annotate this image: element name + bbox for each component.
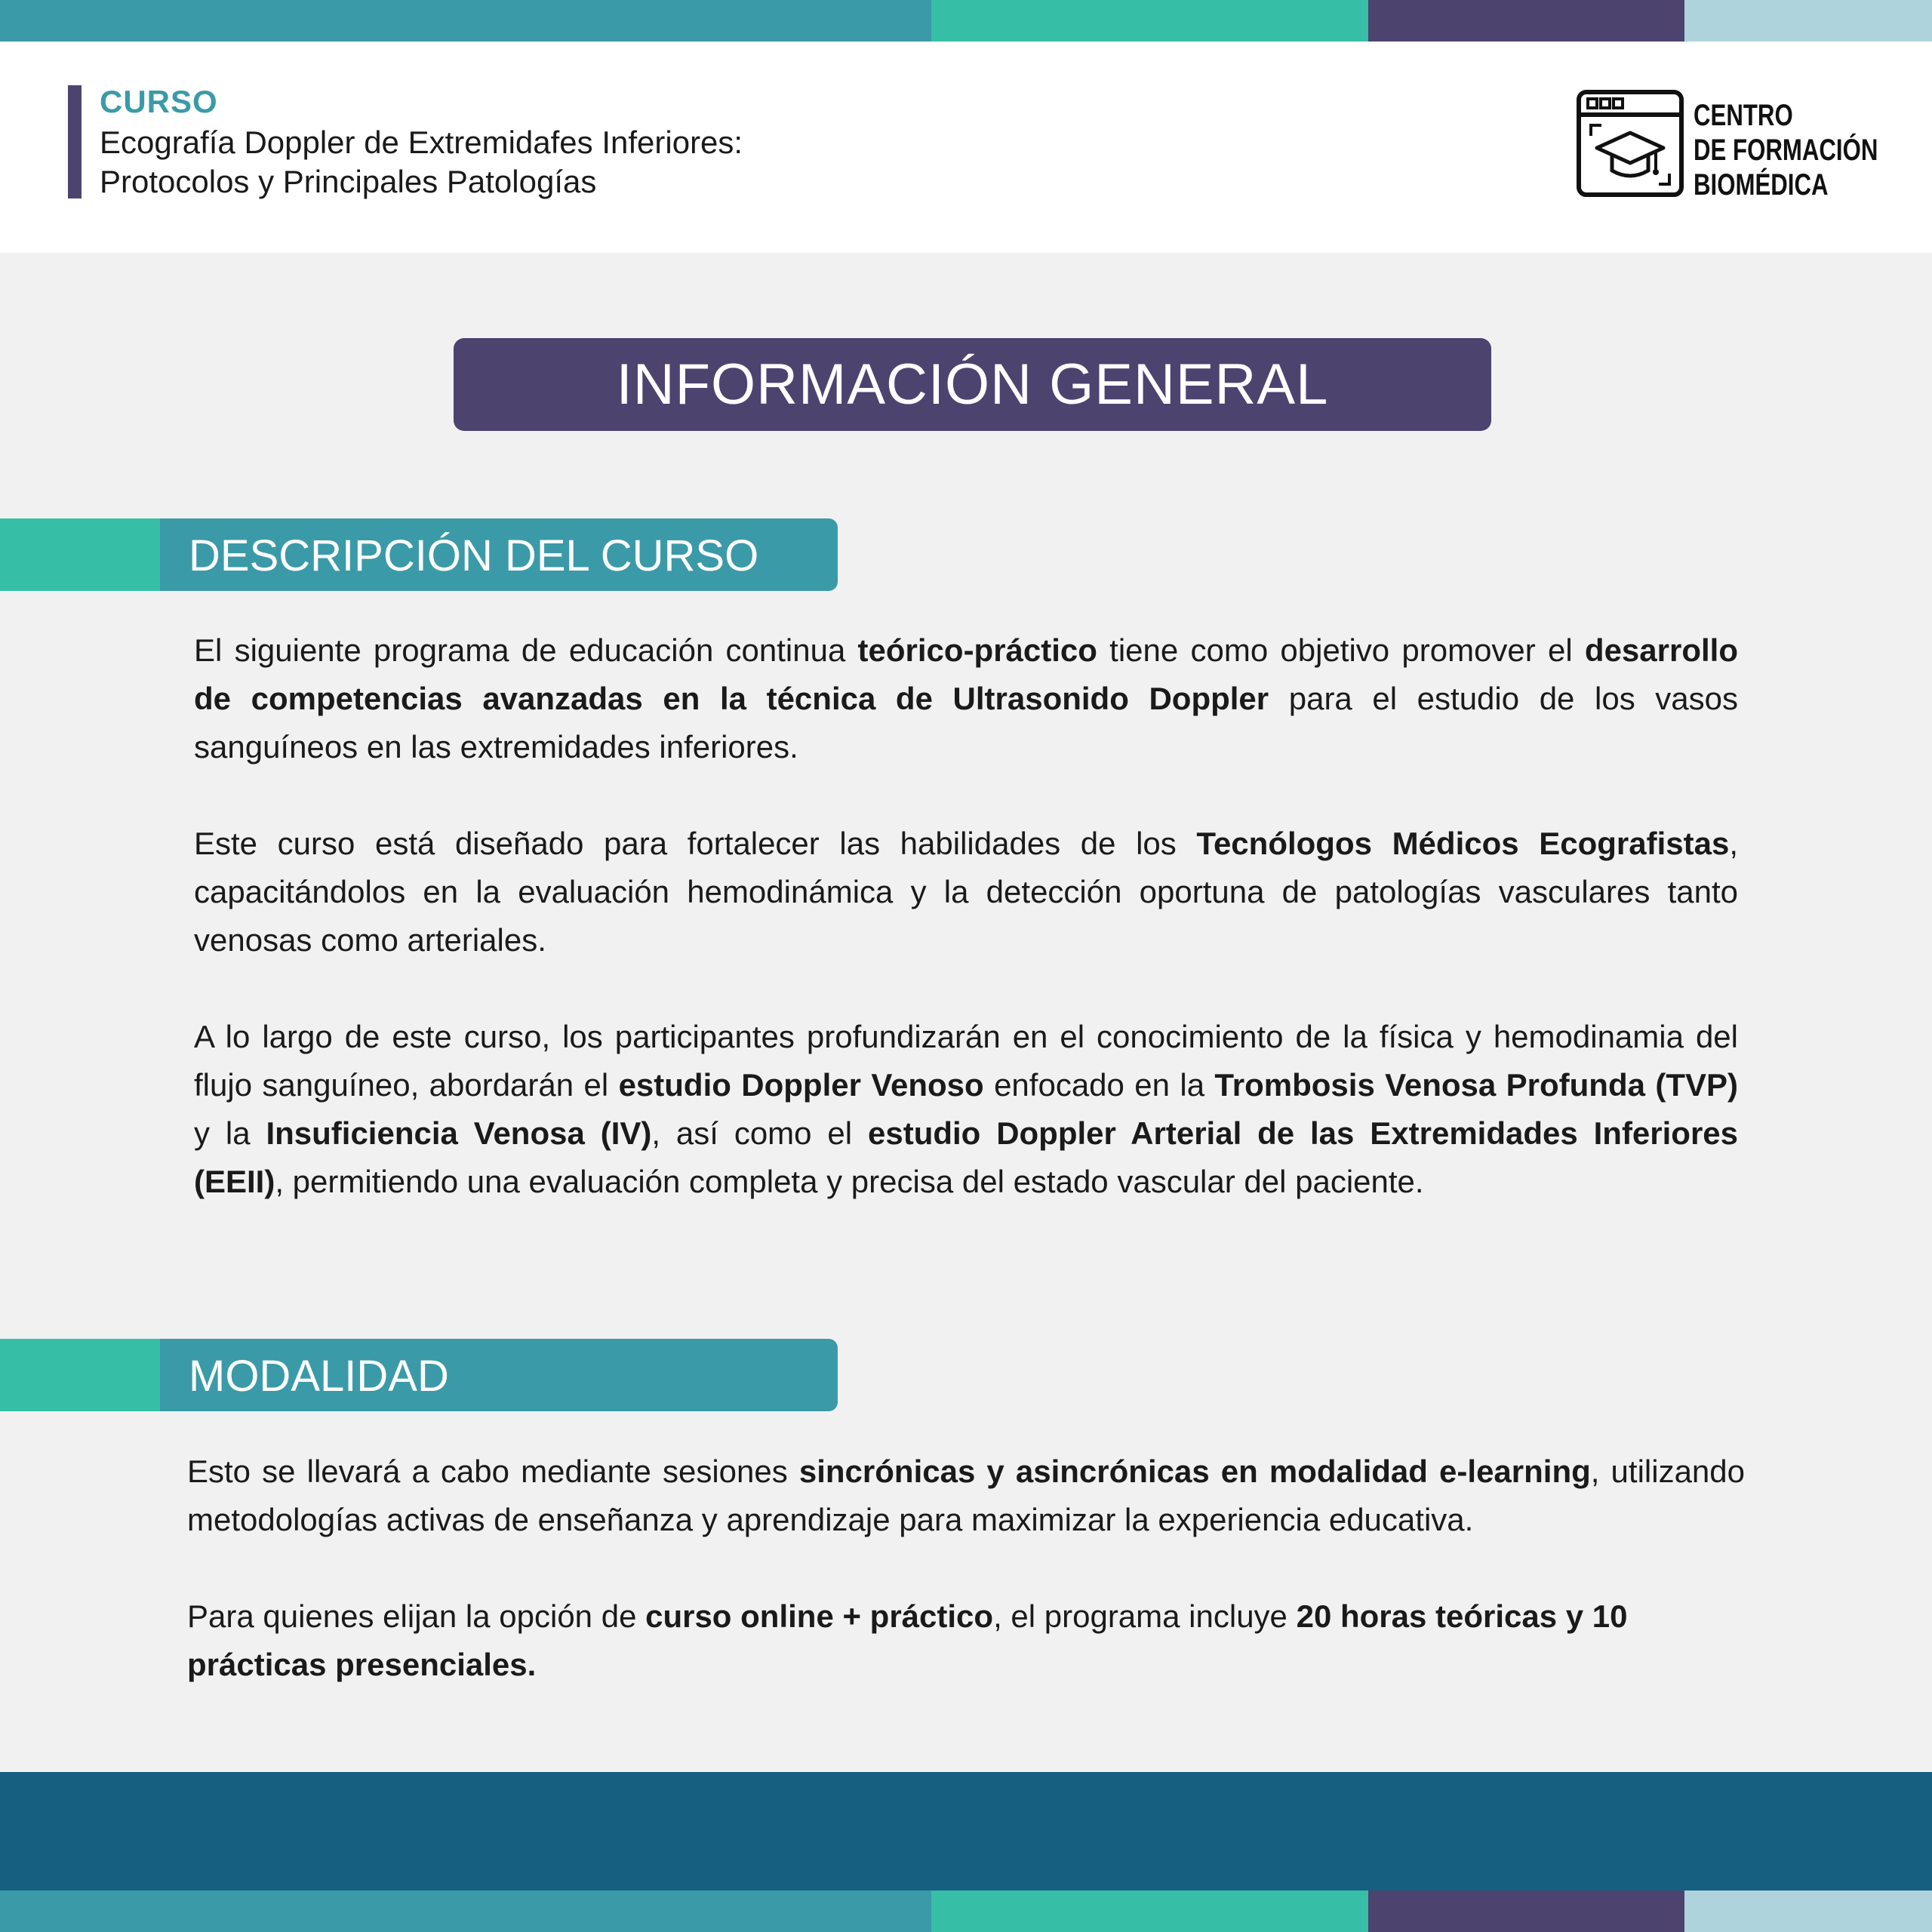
- course-title-line-1: Ecografía Doppler de Extremidafes Inferiores:: [100, 125, 743, 160]
- footer-band: [0, 1772, 1932, 1890]
- bold-run: Tecnólogos Médicos Ecografistas: [1196, 826, 1730, 861]
- logo-line-3: BIOMÉDICA: [1694, 168, 1829, 202]
- graduation-cap-window-icon: [1576, 89, 1684, 198]
- stripe-green: [931, 1890, 1368, 1932]
- section-header-lead-block: [0, 1339, 160, 1411]
- header-accent-bar: [68, 85, 82, 198]
- text-run: , utilizando metodologías activas de enseñanza y aprendizaje para maximizar la experiencia educativa.: [187, 1454, 1745, 1537]
- text-run: para el estudio de los vasos sanguíneos en las extremidades inferiores.: [194, 681, 1738, 764]
- general-info-banner: INFORMACIÓN GENERAL: [454, 338, 1491, 431]
- bold-run: 20 horas teóricas y 10 prácticas presenciales.: [187, 1598, 1628, 1682]
- text-run: Esto se llevará a cabo mediante sesiones: [187, 1454, 799, 1489]
- section-header-body: [160, 1339, 838, 1411]
- stripe-teal: [0, 1890, 931, 1932]
- bold-run: desarrollo de competencias avanzadas en la técnica de Ultrasonido Doppler: [194, 632, 1738, 716]
- stripe-purple: [1368, 0, 1684, 42]
- bold-run: estudio Doppler Venoso: [618, 1067, 984, 1103]
- logo-wordmark: [1694, 98, 1878, 202]
- text-run: y la: [194, 1115, 266, 1151]
- course-title-line-2: Protocolos y Principales Patologías: [100, 164, 597, 199]
- stripe-lightblue: [1684, 1890, 1932, 1932]
- stripe-lightblue: [1684, 0, 1932, 42]
- section-header-modality: [0, 1339, 838, 1411]
- bold-run: teórico-práctico: [857, 632, 1097, 668]
- bold-run: curso online + práctico: [645, 1598, 994, 1634]
- course-kicker: CURSO: [100, 84, 218, 119]
- text-run: El siguiente programa de educación continua: [194, 632, 858, 668]
- text-run: , capacitándolos en la evaluación hemodinámica y la detección oportuna de patologías vasculares tanto venosas como arteriales.: [194, 826, 1738, 958]
- modality-paragraph-2: [187, 1592, 1745, 1689]
- institution-logo: [1576, 89, 1878, 202]
- bold-run: estudio Doppler Arterial de las Extremidades Inferiores (EEII): [194, 1115, 1739, 1199]
- text-run: enfocado en la: [983, 1067, 1215, 1103]
- section-heading-modality: MODALIDAD: [189, 1352, 449, 1401]
- description-paragraph-1: [194, 626, 1738, 771]
- text-run: Este curso está diseñado para fortalecer las habilidades de los: [194, 826, 1197, 861]
- logo-line-2: DE FORMACIÓN: [1694, 134, 1878, 167]
- text-run: Para quienes elijan la opción de: [187, 1598, 646, 1634]
- stripe-teal: [0, 0, 931, 42]
- section-header-body: [160, 518, 838, 591]
- modality-paragraph-1: [187, 1447, 1745, 1544]
- text-run: , permitiendo una evaluación completa y precisa del estado vascular del paciente.: [275, 1164, 1424, 1199]
- text-run: , así como el: [651, 1115, 868, 1151]
- bold-run: Trombosis Venosa Profunda (TVP): [1214, 1067, 1738, 1103]
- stripe-purple: [1368, 1890, 1684, 1932]
- section-header-description: [0, 518, 838, 591]
- page-header: [0, 42, 1932, 253]
- section-heading-description: DESCRIPCIÓN DEL CURSO: [189, 531, 759, 580]
- section-header-lead-block: [0, 518, 160, 591]
- text-run: tiene como objetivo promover el: [1097, 632, 1585, 668]
- course-title: [100, 123, 743, 202]
- stripe-green: [931, 0, 1368, 42]
- logo-line-1: CENTRO: [1694, 99, 1793, 132]
- description-paragraph-3: [194, 1013, 1738, 1206]
- text-run: A lo largo de este curso, los participantes profundizarán en el conocimiento de la física y hemodinamia del flujo sanguíneo, abordarán el: [194, 1019, 1738, 1103]
- bottom-color-stripe: [0, 1890, 1932, 1932]
- top-color-stripe: [0, 0, 1932, 42]
- description-paragraph-2: [194, 820, 1738, 964]
- bold-run: Insuficiencia Venosa (IV): [266, 1115, 652, 1151]
- bold-run: sincrónicas y asincrónicas en modalidad e-learning: [798, 1454, 1591, 1489]
- text-run: , el programa incluye: [993, 1598, 1297, 1634]
